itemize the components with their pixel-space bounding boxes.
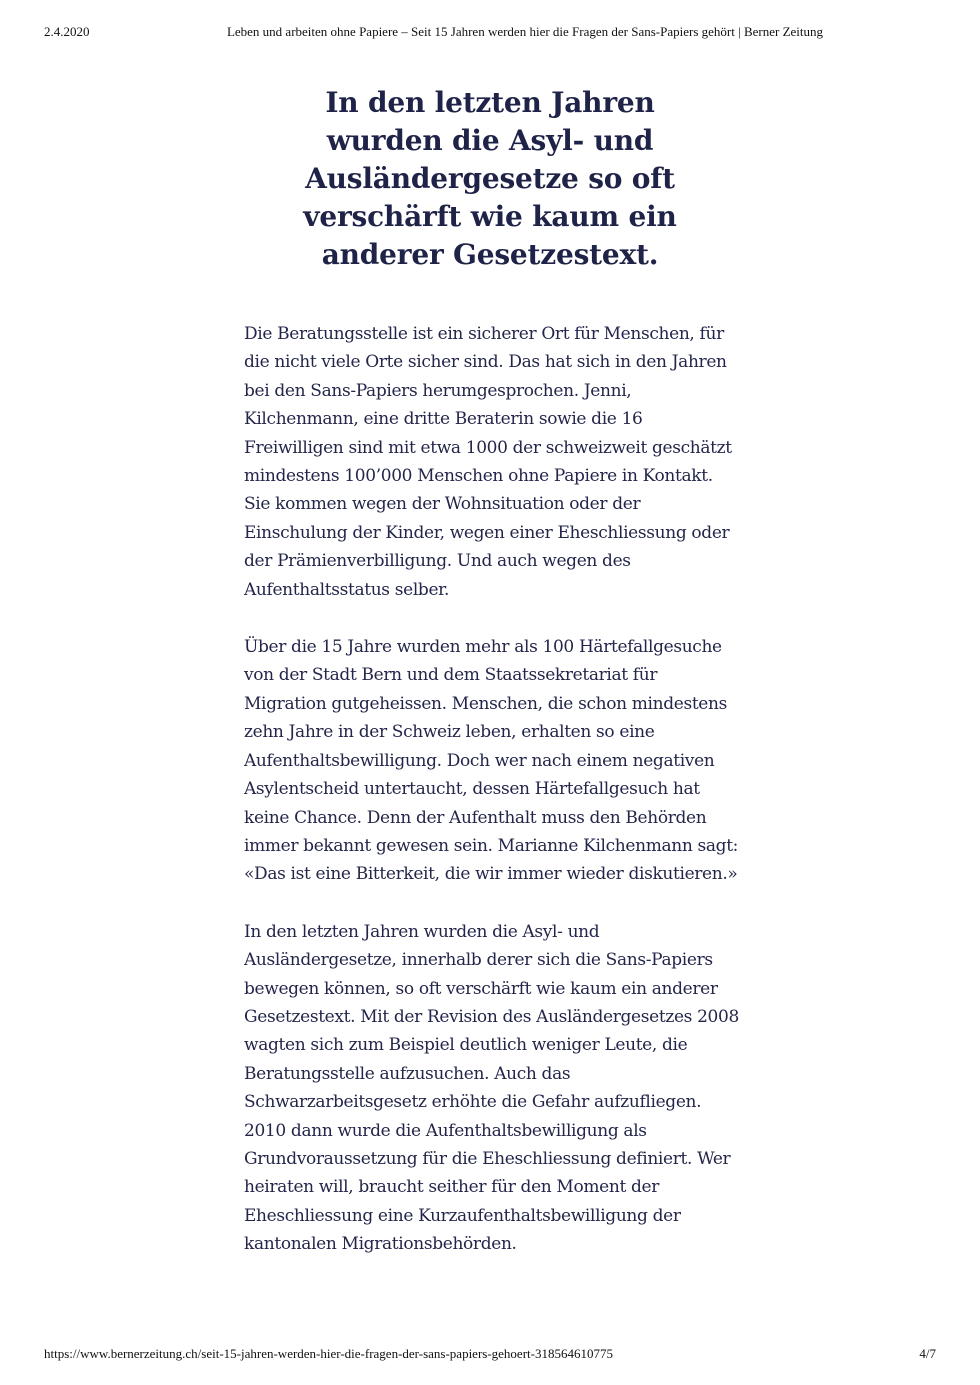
print-page-title: Leben und arbeiten ohne Papiere – Seit 15 Jahren werden hier die Fragen der Sans-Papiers gehört | Berner Zeitung (226, 24, 824, 39)
article-paragraph: Die Beratungsstelle ist ein sicherer Ort für Menschen, für die nicht viele Orte sicher sind. Das hat sich in den Jahren bei den Sans-Papiers herumgesprochen. Jenni, Kilchenmann, eine dritte Beraterin sowie die 16 Freiwilligen sind mit etwa 1000 der schweizweit geschätzt mindestens 100’000 Menschen ohne Papiere in Kontakt. Sie kommen wegen der Wohnsituation oder der Einschulung der Kinder, wegen einer Eheschliessung oder der Prämienverbilligung. Und auch wegen des Aufenthaltsstatus selber. (244, 324, 732, 600)
page-url-link[interactable]: https://www.bernerzeitung.ch/seit-15-jahren-werden-hier-die-fragen-der-sans-papiers-gehoert-318564610775 (44, 1346, 613, 1361)
article-body (244, 320, 742, 1288)
print-header (0, 24, 980, 44)
article-paragraph: Über die 15 Jahre wurden mehr als 100 Härtefallgesuche von der Stadt Bern und dem Staatssekretariat für Migration gutgeheissen. Menschen, die schon mindestens zehn Jahre in der Schweiz leben, erhalten so eine Aufenthaltsbewilligung. Doch wer nach einem negativen Asylentscheid untertaucht, dessen Härtefallgesuch hat keine Chance. Denn der Aufenthalt muss den Behörden immer bekannt gewesen sein. Marianne Kilchenmann sagt: «Das ist eine Bitterkeit, die wir immer wieder diskutieren.» (244, 637, 739, 885)
page-number: 4/7 (919, 1346, 936, 1361)
article-paragraph: In den letzten Jahren wurden die Asyl- und Ausländergesetze, innerhalb derer sich die Sans-Papiers bewegen können, so oft verschärft wie kaum ein anderer Gesetzestext. Mit der Revision des Ausländergesetzes 2008 wagten sich zum Beispiel deutlich weniger Leute, die Beratungsstelle aufzusuchen. Auch das Schwarzarbeitsgesetz erhöhte die Gefahr aufzufliegen. 2010 dann wurde die Aufenthaltsbewilligung als Grundvoraussetzung für die Eheschliessung definiert. Wer heiraten will, braucht seither für den Moment der Eheschliessung eine Kurzaufenthaltsbewilligung der kantonalen Migrationsbehörden. (244, 921, 739, 1255)
pull-quote: In den letzten Jahren wurden die Asyl- und Ausländergesetze so oft verschärft wie kaum ein anderer Gesetzestext. (303, 86, 677, 271)
print-date: 2.4.2020 (44, 24, 90, 39)
